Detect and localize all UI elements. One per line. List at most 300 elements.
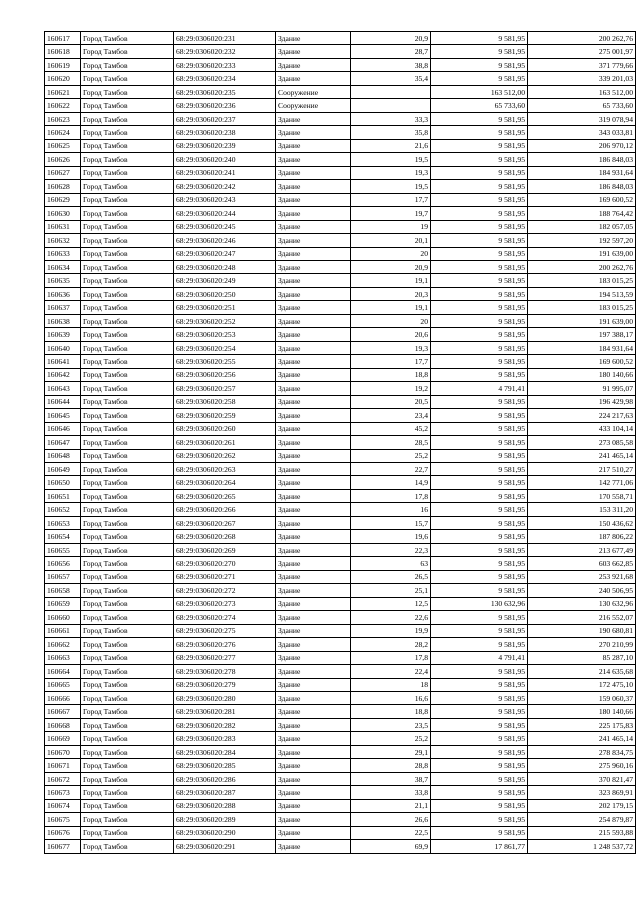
object-type-cell: Здание	[276, 260, 351, 273]
area-cell: 20,6	[351, 328, 431, 341]
rate-cell: 9 581,95	[431, 813, 528, 826]
total-value-cell: 217 510,27	[528, 463, 636, 476]
city-cell: Город Тамбов	[81, 489, 174, 502]
table-row	[45, 409, 636, 422]
row-id-cell: 160674	[45, 799, 81, 812]
object-type-cell: Здание	[276, 691, 351, 704]
cadastral-number-cell: 68:29:0306020:264	[174, 476, 276, 489]
rate-cell: 9 581,95	[431, 287, 528, 300]
cadastral-number-cell: 68:29:0306020:246	[174, 234, 276, 247]
row-id-cell: 160666	[45, 691, 81, 704]
area-cell: 16,6	[351, 691, 431, 704]
row-id-cell: 160659	[45, 597, 81, 610]
city-cell: Город Тамбов	[81, 840, 174, 853]
cadastral-number-cell: 68:29:0306020:232	[174, 45, 276, 58]
cadastral-number-cell: 68:29:0306020:276	[174, 638, 276, 651]
rate-cell: 9 581,95	[431, 799, 528, 812]
object-type-cell: Здание	[276, 314, 351, 327]
city-cell: Город Тамбов	[81, 745, 174, 758]
row-id-cell: 160675	[45, 813, 81, 826]
area-cell: 20	[351, 247, 431, 260]
table-row	[45, 193, 636, 206]
object-type-cell: Здание	[276, 328, 351, 341]
city-cell: Город Тамбов	[81, 139, 174, 152]
row-id-cell: 160624	[45, 126, 81, 139]
row-id-cell: 160657	[45, 570, 81, 583]
table-row	[45, 476, 636, 489]
object-type-cell: Здание	[276, 530, 351, 543]
city-cell: Город Тамбов	[81, 422, 174, 435]
table-row	[45, 489, 636, 502]
area-cell: 33,3	[351, 112, 431, 125]
total-value-cell: 186 848,03	[528, 153, 636, 166]
city-cell: Город Тамбов	[81, 126, 174, 139]
city-cell: Город Тамбов	[81, 759, 174, 772]
city-cell: Город Тамбов	[81, 813, 174, 826]
row-id-cell: 160672	[45, 772, 81, 785]
table-row	[45, 826, 636, 839]
area-cell: 22,7	[351, 463, 431, 476]
object-type-cell: Здание	[276, 557, 351, 570]
total-value-cell: 275 001,97	[528, 45, 636, 58]
table-row	[45, 570, 636, 583]
total-value-cell: 188 764,42	[528, 207, 636, 220]
row-id-cell: 160637	[45, 301, 81, 314]
area-cell: 19,9	[351, 624, 431, 637]
object-type-cell: Здание	[276, 409, 351, 422]
object-type-cell: Здание	[276, 287, 351, 300]
object-type-cell: Здание	[276, 220, 351, 233]
object-type-cell: Здание	[276, 732, 351, 745]
object-type-cell: Здание	[276, 516, 351, 529]
table-row	[45, 166, 636, 179]
object-type-cell: Здание	[276, 745, 351, 758]
cadastral-number-cell: 68:29:0306020:239	[174, 139, 276, 152]
table-row	[45, 355, 636, 368]
row-id-cell: 160647	[45, 436, 81, 449]
city-cell: Город Тамбов	[81, 705, 174, 718]
area-cell: 23,4	[351, 409, 431, 422]
cadastral-number-cell: 68:29:0306020:290	[174, 826, 276, 839]
total-value-cell: 371 779,66	[528, 58, 636, 71]
area-cell: 22,4	[351, 665, 431, 678]
total-value-cell: 180 140,66	[528, 368, 636, 381]
city-cell: Город Тамбов	[81, 691, 174, 704]
object-type-cell: Здание	[276, 813, 351, 826]
cadastral-number-cell: 68:29:0306020:256	[174, 368, 276, 381]
rate-cell: 9 581,95	[431, 422, 528, 435]
row-id-cell: 160642	[45, 368, 81, 381]
object-type-cell: Здание	[276, 597, 351, 610]
city-cell: Город Тамбов	[81, 772, 174, 785]
cadastral-number-cell: 68:29:0306020:284	[174, 745, 276, 758]
row-id-cell: 160649	[45, 463, 81, 476]
area-cell: 16	[351, 503, 431, 516]
table-row	[45, 665, 636, 678]
area-cell: 18	[351, 678, 431, 691]
row-id-cell: 160643	[45, 382, 81, 395]
row-id-cell: 160663	[45, 651, 81, 664]
row-id-cell: 160622	[45, 99, 81, 112]
area-cell: 19,1	[351, 274, 431, 287]
city-cell: Город Тамбов	[81, 301, 174, 314]
total-value-cell: 216 552,07	[528, 611, 636, 624]
object-type-cell: Здание	[276, 570, 351, 583]
area-cell: 28,8	[351, 759, 431, 772]
table-row	[45, 705, 636, 718]
row-id-cell: 160662	[45, 638, 81, 651]
rate-cell: 4 791,41	[431, 382, 528, 395]
object-type-cell: Здание	[276, 503, 351, 516]
rate-cell: 9 581,95	[431, 395, 528, 408]
object-type-cell: Здание	[276, 234, 351, 247]
row-id-cell: 160646	[45, 422, 81, 435]
area-cell: 19,3	[351, 166, 431, 179]
rate-cell: 9 581,95	[431, 341, 528, 354]
rate-cell: 17 861,77	[431, 840, 528, 853]
object-type-cell: Здание	[276, 368, 351, 381]
total-value-cell: 187 806,22	[528, 530, 636, 543]
area-cell: 25,2	[351, 449, 431, 462]
rate-cell: 9 581,95	[431, 463, 528, 476]
object-type-cell: Здание	[276, 840, 351, 853]
cadastral-number-cell: 68:29:0306020:279	[174, 678, 276, 691]
rate-cell: 9 581,95	[431, 301, 528, 314]
rate-cell: 9 581,95	[431, 718, 528, 731]
rate-cell: 9 581,95	[431, 58, 528, 71]
city-cell: Город Тамбов	[81, 382, 174, 395]
rate-cell: 9 581,95	[431, 126, 528, 139]
area-cell: 17,8	[351, 489, 431, 502]
row-id-cell: 160652	[45, 503, 81, 516]
total-value-cell: 1 248 537,72	[528, 840, 636, 853]
cadastral-number-cell: 68:29:0306020:249	[174, 274, 276, 287]
table-row	[45, 584, 636, 597]
cadastral-number-cell: 68:29:0306020:289	[174, 813, 276, 826]
rate-cell: 4 791,41	[431, 651, 528, 664]
object-type-cell: Здание	[276, 45, 351, 58]
total-value-cell: 215 593,88	[528, 826, 636, 839]
city-cell: Город Тамбов	[81, 436, 174, 449]
area-cell: 22,5	[351, 826, 431, 839]
object-type-cell: Здание	[276, 651, 351, 664]
table-row	[45, 139, 636, 152]
total-value-cell: 253 921,68	[528, 570, 636, 583]
total-value-cell: 142 771,06	[528, 476, 636, 489]
row-id-cell: 160676	[45, 826, 81, 839]
rate-cell: 9 581,95	[431, 516, 528, 529]
total-value-cell: 370 821,47	[528, 772, 636, 785]
object-type-cell: Здание	[276, 166, 351, 179]
row-id-cell: 160660	[45, 611, 81, 624]
table-row	[45, 58, 636, 71]
total-value-cell: 170 558,71	[528, 489, 636, 502]
total-value-cell: 202 179,15	[528, 799, 636, 812]
rate-cell: 9 581,95	[431, 638, 528, 651]
city-cell: Город Тамбов	[81, 99, 174, 112]
rate-cell: 9 581,95	[431, 355, 528, 368]
total-value-cell: 214 635,68	[528, 665, 636, 678]
rate-cell: 9 581,95	[431, 678, 528, 691]
cadastral-number-cell: 68:29:0306020:285	[174, 759, 276, 772]
table-row	[45, 314, 636, 327]
object-type-cell: Здание	[276, 193, 351, 206]
cadastral-number-cell: 68:29:0306020:236	[174, 99, 276, 112]
cadastral-number-cell: 68:29:0306020:273	[174, 597, 276, 610]
object-type-cell: Сооружение	[276, 99, 351, 112]
rate-cell: 9 581,95	[431, 72, 528, 85]
table-row	[45, 718, 636, 731]
area-cell: 19,1	[351, 301, 431, 314]
cadastral-number-cell: 68:29:0306020:252	[174, 314, 276, 327]
table-row	[45, 99, 636, 112]
area-cell: 20,5	[351, 395, 431, 408]
rate-cell: 9 581,95	[431, 543, 528, 556]
city-cell: Город Тамбов	[81, 287, 174, 300]
city-cell: Город Тамбов	[81, 32, 174, 45]
city-cell: Город Тамбов	[81, 341, 174, 354]
area-cell: 35,4	[351, 72, 431, 85]
object-type-cell: Здание	[276, 665, 351, 678]
rate-cell: 9 581,95	[431, 584, 528, 597]
row-id-cell: 160628	[45, 180, 81, 193]
cadastral-number-cell: 68:29:0306020:248	[174, 260, 276, 273]
area-cell: 35,8	[351, 126, 431, 139]
city-cell: Город Тамбов	[81, 638, 174, 651]
object-type-cell: Здание	[276, 32, 351, 45]
cadastral-number-cell: 68:29:0306020:271	[174, 570, 276, 583]
area-cell	[351, 85, 431, 98]
cadastral-number-cell: 68:29:0306020:267	[174, 516, 276, 529]
rate-cell: 9 581,95	[431, 207, 528, 220]
table-row	[45, 678, 636, 691]
total-value-cell: 200 262,76	[528, 260, 636, 273]
city-cell: Город Тамбов	[81, 409, 174, 422]
row-id-cell: 160621	[45, 85, 81, 98]
city-cell: Город Тамбов	[81, 826, 174, 839]
table-row	[45, 463, 636, 476]
cadastral-number-cell: 68:29:0306020:258	[174, 395, 276, 408]
table-row	[45, 301, 636, 314]
object-type-cell: Здание	[276, 301, 351, 314]
city-cell: Город Тамбов	[81, 234, 174, 247]
total-value-cell: 213 677,49	[528, 543, 636, 556]
table-row	[45, 220, 636, 233]
cadastral-number-cell: 68:29:0306020:275	[174, 624, 276, 637]
city-cell: Город Тамбов	[81, 624, 174, 637]
row-id-cell: 160661	[45, 624, 81, 637]
table-row	[45, 651, 636, 664]
table-row	[45, 260, 636, 273]
cadastral-number-cell: 68:29:0306020:240	[174, 153, 276, 166]
object-type-cell: Здание	[276, 58, 351, 71]
table-row	[45, 153, 636, 166]
rate-cell: 9 581,95	[431, 826, 528, 839]
city-cell: Город Тамбов	[81, 153, 174, 166]
total-value-cell: 192 597,20	[528, 234, 636, 247]
area-cell: 21,1	[351, 799, 431, 812]
area-cell: 45,2	[351, 422, 431, 435]
city-cell: Город Тамбов	[81, 476, 174, 489]
cadastral-number-cell: 68:29:0306020:241	[174, 166, 276, 179]
total-value-cell: 241 465,14	[528, 732, 636, 745]
object-type-cell: Здание	[276, 476, 351, 489]
total-value-cell: 150 436,62	[528, 516, 636, 529]
object-type-cell: Здание	[276, 826, 351, 839]
total-value-cell: 319 078,94	[528, 112, 636, 125]
object-type-cell: Здание	[276, 112, 351, 125]
row-id-cell: 160633	[45, 247, 81, 260]
object-type-cell: Здание	[276, 72, 351, 85]
row-id-cell: 160635	[45, 274, 81, 287]
rate-cell: 9 581,95	[431, 368, 528, 381]
area-cell: 20,1	[351, 234, 431, 247]
total-value-cell: 191 639,00	[528, 247, 636, 260]
total-value-cell: 224 217,63	[528, 409, 636, 422]
total-value-cell: 278 834,75	[528, 745, 636, 758]
city-cell: Город Тамбов	[81, 651, 174, 664]
area-cell: 20	[351, 314, 431, 327]
row-id-cell: 160664	[45, 665, 81, 678]
total-value-cell: 91 995,07	[528, 382, 636, 395]
area-cell: 28,5	[351, 436, 431, 449]
cadastral-number-cell: 68:29:0306020:243	[174, 193, 276, 206]
rate-cell: 9 581,95	[431, 328, 528, 341]
row-id-cell: 160671	[45, 759, 81, 772]
table-row	[45, 840, 636, 853]
row-id-cell: 160655	[45, 543, 81, 556]
cadastral-number-cell: 68:29:0306020:250	[174, 287, 276, 300]
rate-cell: 9 581,95	[431, 193, 528, 206]
row-id-cell: 160630	[45, 207, 81, 220]
area-cell	[351, 99, 431, 112]
rate-cell: 9 581,95	[431, 759, 528, 772]
table-row	[45, 543, 636, 556]
total-value-cell: 190 680,81	[528, 624, 636, 637]
area-cell: 19,3	[351, 341, 431, 354]
rate-cell: 163 512,00	[431, 85, 528, 98]
city-cell: Город Тамбов	[81, 463, 174, 476]
table-row	[45, 772, 636, 785]
total-value-cell: 225 175,83	[528, 718, 636, 731]
area-cell: 17,7	[351, 355, 431, 368]
city-cell: Город Тамбов	[81, 799, 174, 812]
cadastral-number-cell: 68:29:0306020:247	[174, 247, 276, 260]
total-value-cell: 241 465,14	[528, 449, 636, 462]
area-cell: 26,5	[351, 570, 431, 583]
row-id-cell: 160638	[45, 314, 81, 327]
cadastral-number-cell: 68:29:0306020:266	[174, 503, 276, 516]
total-value-cell: 196 429,98	[528, 395, 636, 408]
row-id-cell: 160618	[45, 45, 81, 58]
table-row	[45, 126, 636, 139]
cadastral-number-cell: 68:29:0306020:245	[174, 220, 276, 233]
cadastral-number-cell: 68:29:0306020:231	[174, 32, 276, 45]
row-id-cell: 160645	[45, 409, 81, 422]
city-cell: Город Тамбов	[81, 786, 174, 799]
object-type-cell: Здание	[276, 422, 351, 435]
cadastral-number-cell: 68:29:0306020:260	[174, 422, 276, 435]
total-value-cell: 85 287,10	[528, 651, 636, 664]
object-type-cell: Здание	[276, 759, 351, 772]
total-value-cell: 343 033,81	[528, 126, 636, 139]
table-row	[45, 45, 636, 58]
city-cell: Город Тамбов	[81, 45, 174, 58]
rate-cell: 9 581,95	[431, 489, 528, 502]
total-value-cell: 254 879,87	[528, 813, 636, 826]
object-type-cell: Здание	[276, 705, 351, 718]
table-row	[45, 799, 636, 812]
table-row	[45, 422, 636, 435]
city-cell: Город Тамбов	[81, 530, 174, 543]
rate-cell: 9 581,95	[431, 260, 528, 273]
cadastral-number-cell: 68:29:0306020:288	[174, 799, 276, 812]
row-id-cell: 160656	[45, 557, 81, 570]
row-id-cell: 160658	[45, 584, 81, 597]
total-value-cell: 65 733,60	[528, 99, 636, 112]
city-cell: Город Тамбов	[81, 112, 174, 125]
row-id-cell: 160623	[45, 112, 81, 125]
object-type-cell: Здание	[276, 436, 351, 449]
row-id-cell: 160619	[45, 58, 81, 71]
total-value-cell: 153 311,20	[528, 503, 636, 516]
cadastral-number-cell: 68:29:0306020:261	[174, 436, 276, 449]
rate-cell: 9 581,95	[431, 665, 528, 678]
city-cell: Город Тамбов	[81, 58, 174, 71]
total-value-cell: 433 104,14	[528, 422, 636, 435]
object-type-cell: Здание	[276, 489, 351, 502]
table-row	[45, 341, 636, 354]
table-row	[45, 611, 636, 624]
area-cell: 33,8	[351, 786, 431, 799]
area-cell: 22,3	[351, 543, 431, 556]
area-cell: 19,2	[351, 382, 431, 395]
cadastral-number-cell: 68:29:0306020:269	[174, 543, 276, 556]
cadastral-number-cell: 68:29:0306020:274	[174, 611, 276, 624]
object-type-cell: Здание	[276, 772, 351, 785]
rate-cell: 9 581,95	[431, 772, 528, 785]
cadastral-number-cell: 68:29:0306020:238	[174, 126, 276, 139]
row-id-cell: 160653	[45, 516, 81, 529]
rate-cell: 9 581,95	[431, 436, 528, 449]
table-row	[45, 234, 636, 247]
total-value-cell: 197 388,17	[528, 328, 636, 341]
row-id-cell: 160644	[45, 395, 81, 408]
object-type-cell: Здание	[276, 126, 351, 139]
total-value-cell: 191 639,00	[528, 314, 636, 327]
total-value-cell: 603 662,85	[528, 557, 636, 570]
total-value-cell: 240 506,95	[528, 584, 636, 597]
cadastral-number-cell: 68:29:0306020:254	[174, 341, 276, 354]
row-id-cell: 160669	[45, 732, 81, 745]
object-type-cell: Здание	[276, 382, 351, 395]
object-type-cell: Здание	[276, 638, 351, 651]
row-id-cell: 160648	[45, 449, 81, 462]
city-cell: Город Тамбов	[81, 718, 174, 731]
area-cell: 28,2	[351, 638, 431, 651]
city-cell: Город Тамбов	[81, 678, 174, 691]
rate-cell: 9 581,95	[431, 314, 528, 327]
table-row	[45, 691, 636, 704]
total-value-cell: 163 512,00	[528, 85, 636, 98]
area-cell: 19,5	[351, 180, 431, 193]
object-type-cell: Здание	[276, 153, 351, 166]
row-id-cell: 160639	[45, 328, 81, 341]
table-row	[45, 786, 636, 799]
total-value-cell: 275 960,16	[528, 759, 636, 772]
total-value-cell: 183 015,25	[528, 301, 636, 314]
object-type-cell: Здание	[276, 247, 351, 260]
